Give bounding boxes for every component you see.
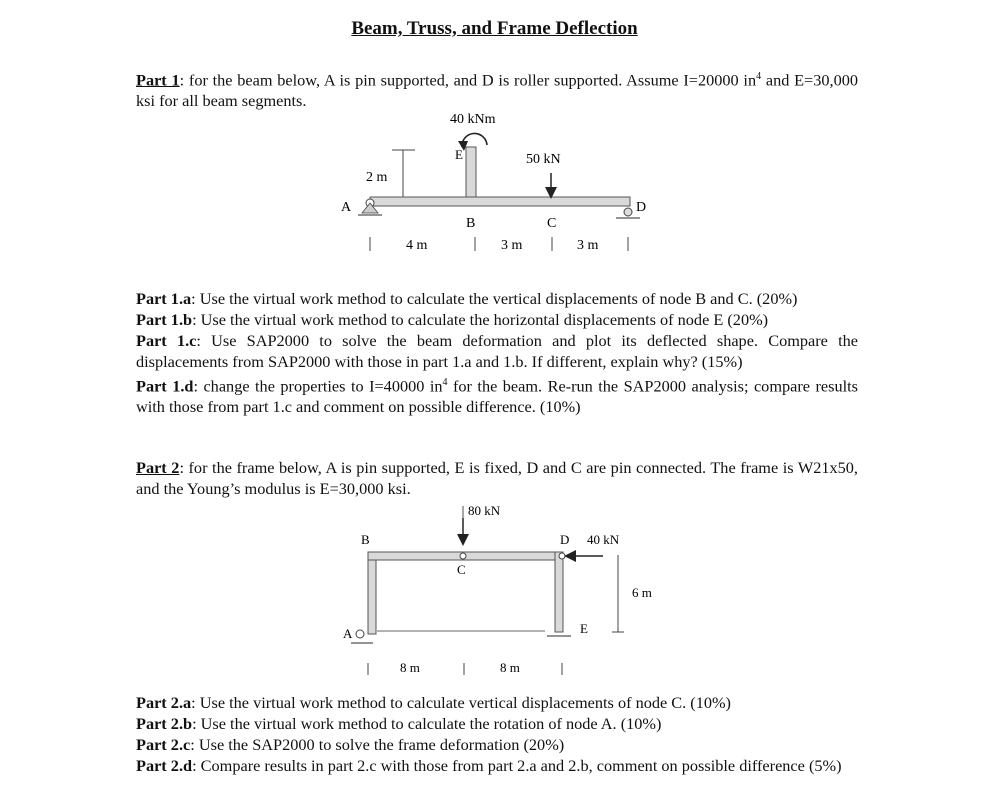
part1-text: : for the beam below, A is pin supported, and D is roller supported. Assume I=20000 in [179,70,757,90]
part2d [136,755,858,776]
part1a-label: Part 1.a [136,289,192,308]
part1-label: Part 1 [136,70,180,90]
frame-pin-a [356,630,364,638]
part2c [136,734,858,755]
part2b [136,713,858,734]
part1b [136,309,858,330]
beam-node-e: E [455,147,463,162]
frame-diagram [335,500,665,680]
part2c-text: : Use the SAP2000 to solve the frame deformation (20%) [190,735,565,754]
part1-sup: 4 [756,71,762,82]
beam-roller-d [624,208,632,216]
part2-intro [136,457,858,499]
beam-post [466,147,476,201]
part1d-label: Part 1.d [136,376,194,396]
part2a-text: : Use the virtual work method to calculate vertical displacements of node C. (10%) [191,693,731,712]
beam-load-label: 50 kN [526,152,561,167]
beam-node-d: D [636,200,647,215]
frame-load-top-label: 80 kN [468,503,501,518]
part1c [136,330,858,372]
part1d-sup: 4 [442,377,448,388]
frame-hinge-d [559,553,565,559]
part2d-label: Part 2.d [136,756,193,775]
frame-node-a: A [343,626,353,641]
part1a-text: : Use the virtual work method to calculate the vertical displacements of node B and C. (20%) [191,289,798,308]
frame-right-column [555,552,563,632]
frame-span-ticks [368,663,562,675]
beam-height-label: 2 m [366,170,388,185]
part2-text: : for the frame below, A is pin supported, E is fixed, D and C are pin connected. The frame is W21x50, and the Young’s modulus is E=30,000 ksi. [136,458,858,498]
part1d-text-a: : change the properties to I=40000 in [193,376,443,396]
part2-label: Part 2 [136,458,180,477]
beam-span-1: 4 m [406,238,428,253]
frame-span-1: 8 m [400,660,420,675]
part2c-label: Part 2.c [136,735,191,754]
frame-node-d: D [560,532,570,547]
frame-height-label: 6 m [632,585,652,600]
frame-left-column [368,552,376,634]
part2d-text: : Compare results in part 2.c with those from part 2.a and 2.b, comment on possible difference (5%) [192,756,842,775]
frame-node-c: C [457,562,466,577]
frame-node-b: B [361,532,370,547]
part1a [136,288,858,309]
part1c-text: : Use SAP2000 to solve the beam deformation and plot its deflected shape. Compare the displacements from SAP2000 with those in part 1.a and 1.b. If different, explain why? (15%) [136,331,858,371]
part1b-label: Part 1.b [136,310,193,329]
frame-node-e: E [580,621,588,636]
part2-items [136,692,858,776]
beam-diagram [330,105,660,265]
part1-items [136,288,858,417]
part1-text-b: and E=30,000 ksi for all beam segments. [136,70,858,111]
beam-node-c: C [547,216,557,231]
beam-node-b: B [466,216,476,231]
part1b-text: : Use the virtual work method to calculate the horizontal displacements of node E (20%) [192,310,769,329]
beam-node-a: A [341,200,352,215]
part2a [136,692,858,713]
frame-load-side-label: 40 kN [587,532,620,547]
moment-label: 40 kNm [450,112,496,127]
frame-hinge-c [460,553,466,559]
beam-span-3: 3 m [577,238,599,253]
part1c-label: Part 1.c [136,331,197,350]
beam-span-2: 3 m [501,238,523,253]
part2b-label: Part 2.b [136,714,193,733]
part1d-text-b: for the beam. Re-run the SAP2000 analysis; compare results with those from part 1.c and comment on possible difference. (10%) [136,376,858,417]
part2a-label: Part 2.a [136,693,192,712]
frame-span-2: 8 m [500,660,520,675]
document-title: Beam, Truss, and Frame Deflection [351,18,638,39]
beam-body [370,197,630,206]
part1d [136,372,858,417]
part2b-text: : Use the virtual work method to calculate the rotation of node A. (10%) [192,714,662,733]
